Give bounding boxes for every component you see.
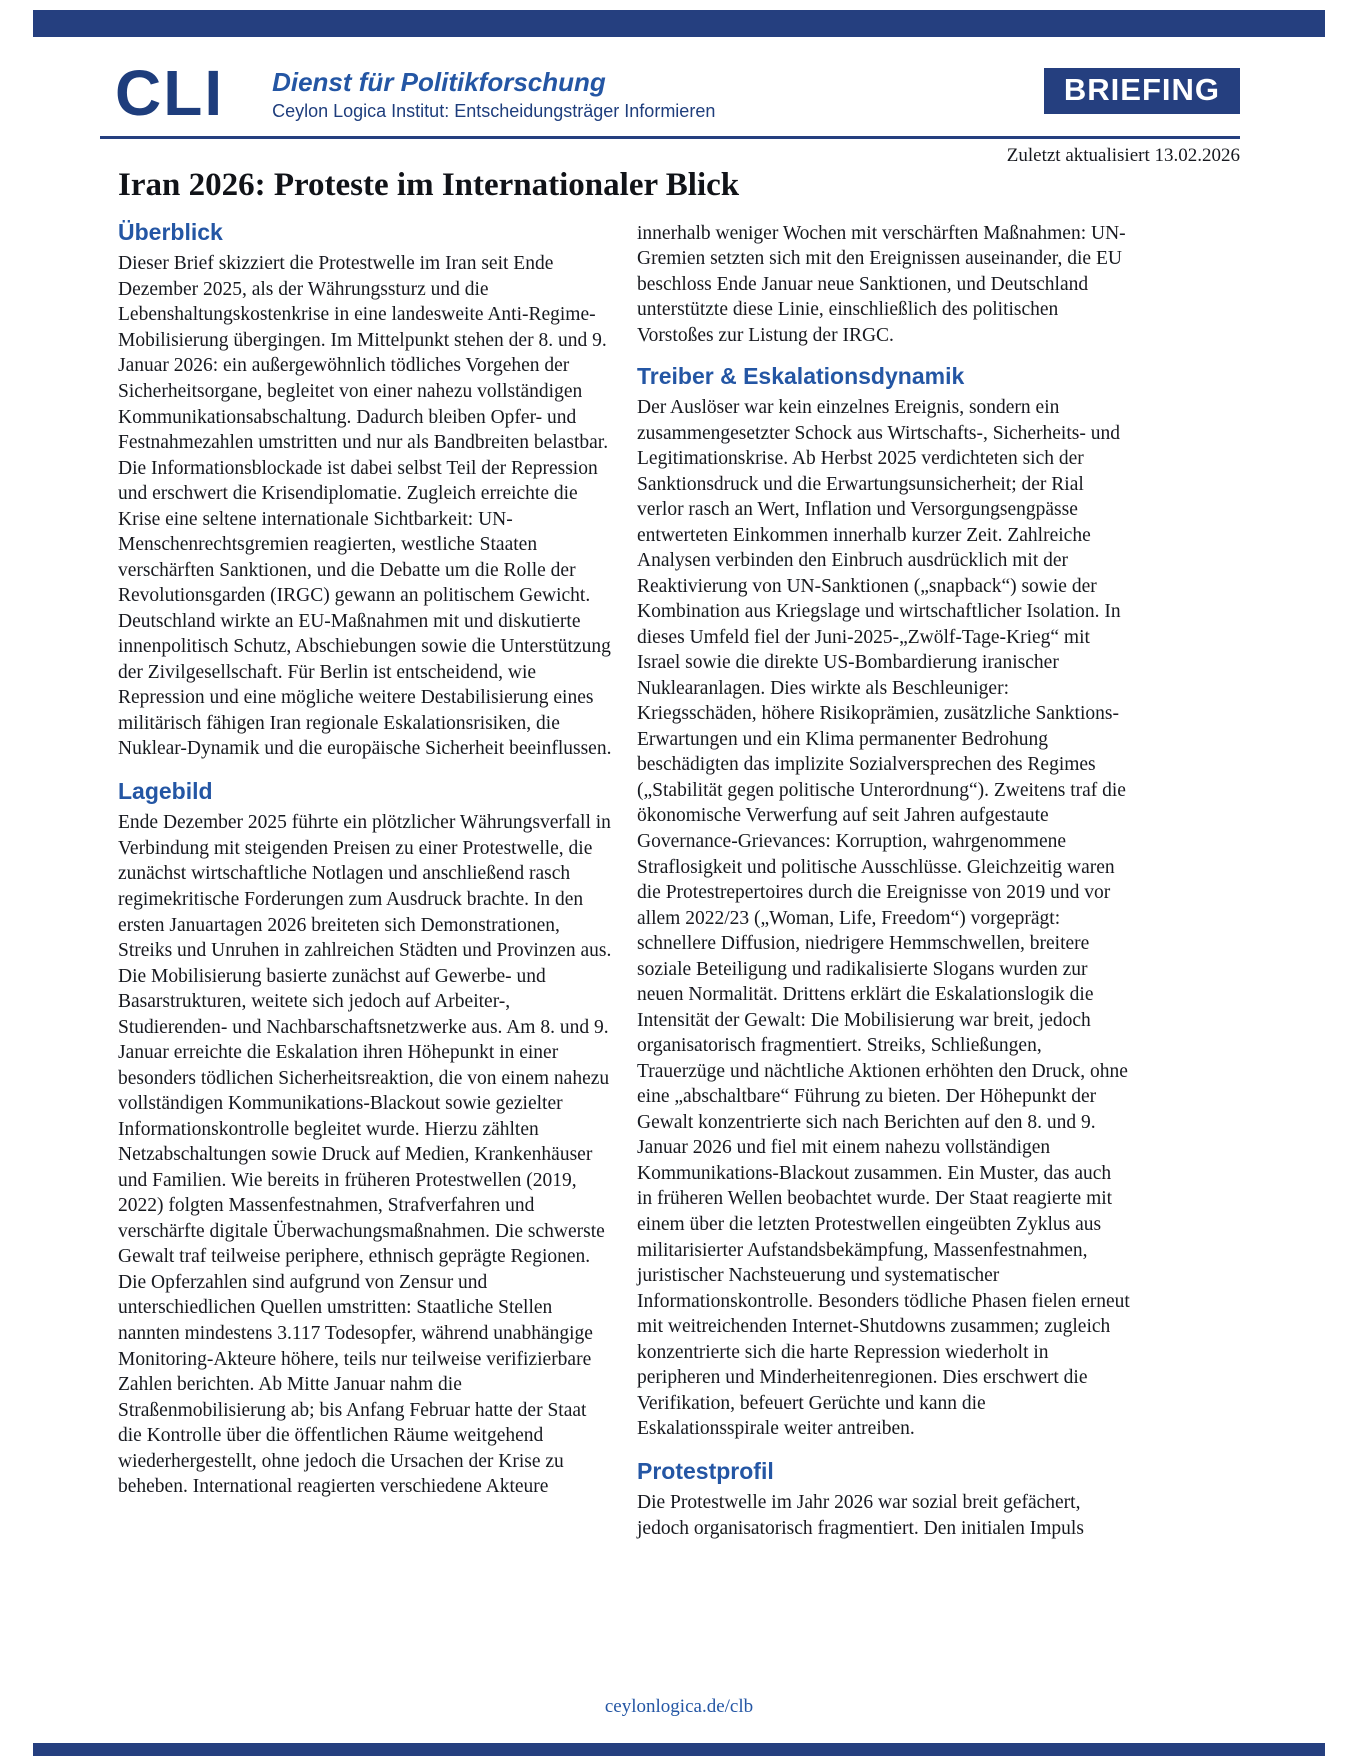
last-updated-label: Zuletzt aktualisiert 13.02.2026 [1006,144,1240,166]
bottom-accent-bar [33,1743,1325,1756]
service-tagline: Dienst für Politikforschung [272,67,606,97]
section-body-lagebild: Ende Dezember 2025 führte ein plötzlicher Währungsverfall in Verbindung mit steigenden Preisen zu einer Protestwelle, die zunächst wirtschaftliche Notlagen und anschließend rasch regimekritische Forderungen zum Ausdruck brachte. In den ersten Januartagen 2026 breiteten sich Demonstrationen, Streiks und Unruhen in zahlreichen Städten und Provinzen aus. Die Mobilisierung basierte zunächst auf Gewerbe- und Basarstrukturen, weitete sich jedoch auf Arbeiter-, Studierenden- und Nachbarschaftsnetzwerke aus. Am 8. und 9. Januar erreichte die Eskalation ihren Höhepunkt in einer besonders tödlichen Sicherheitsreaktion, die von einem nahezu vollständigen Kommunikations-Blackout sowie gezielter Informationskontrolle begleitet wurde. Hierzu zählten Netzabschaltungen sowie Druck auf Medien, Krankenhäuser und Familien. Wie bereits in früheren Protestwellen (2019, 2022) folgten Massenfestnahmen, Strafverfahren und verschärfte digitale Überwachungsmaßnahmen. Die schwerste Gewalt traf teilweise periphere, ethnisch geprägte Regionen. Die Opferzahlen sind aufgrund von Zensur und unterschiedlichen Quellen umstritten: Staatliche Stellen nannten mindestens 3.117 Todesopfer, während unabhängige Monitoring-Akteure höhere, teils nur teilweise verifizierbare Zahlen berichten. Ab Mitte Januar nahm die Straßenmobilisierung ab; bis Anfang Februar hatte der Staat die Kontrolle über die öffentlichen Räume weitgehend wiederhergestellt, ohne jedoch die Ursachen der Krise zu beheben. International reagierten verschiedene Akteure [118,812,612,1498]
org-block [272,66,715,122]
section-body-treiber: Der Auslöser war kein einzelnes Ereignis, sondern ein zusammengesetzter Schock aus Wirtschafts-, Sicherheits- und Legitimationskrise. Ab Herbst 2025 verdichteten sich der Sanktionsdruck und die Erwartungsunsicherheit; der Rial verlor rasch an Wert, Inflation und Versorgungsengpässe entwerteten Einkommen innerhalb kurzer Zeit. Zahlreiche Analysen verbinden den Einbruch ausdrücklich mit der Reaktivierung von UN-Sanktionen („snapback“) sowie der Kombination aus Kriegslage und wirtschaftlicher Isolation. In dieses Umfeld fiel der Juni-2025-„Zwölf-Tage-Krieg“ mit Israel sowie die direkte US-Bombardierung iranischer Nuklearanlagen. Dies wirkte als Beschleuniger: Kriegsschäden, höhere Risikoprämien, zusätzliche Sanktions-Erwartungen und ein Klima permanenter Bedrohung beschädigten das implizite Sozialversprechen des Regimes („Stabilität gegen politische Unterordnung“). Zweitens traf die ökonomische Verwerfung auf seit Jahren aufgestaute Governance-Grievances: Korruption, wahrgenommene Straflosigkeit und politische Ausschlüsse. Gleichzeitig waren die Protestrepertoires durch die Ereignisse von 2019 und vor allem 2022/23 („Woman, Life, Freedom“) vorgeprägt: schnellere Diffusion, niedrigere Hemmschwellen, breitere soziale Beteiligung und radikalisierte Slogans wurden zur neuen Normalität. Drittens erklärt die Eskalationslogik die Intensität der Gewalt: Die Mobilisierung war breit, jedoch organisatorisch fragmentiert. Streiks, Schließungen, Trauerzüge und nächtliche Aktionen erhöhten den Druck, ohne eine „abschaltbare“ Führung zu bieten. Der Höhepunkt der Gewalt konzentrierte sich nach Berichten auf den 8. und 9. Januar 2026 und fiel mit einem nahezu vollständigen Kommunikations-Blackout zusammen. Ein Muster, das auch in früheren Wellen beobachtet wurde. Der Staat reagierte mit einem über die letzten Protestwellen eingeübten Zyklus aus militarisierter Aufstandsbekämpfung, Massenfestnahmen, juristischer Nachsteuerung und systematischer Informationskontrolle. Besonders tödliche Phasen fielen erneut mit weitreichenden Internet-Shutdowns zusammen; zugleich konzentrierte sich die harte Repression wiederholt in peripheren und Minderheitenregionen. Dies erschwert die Verifikation, befeuert Gerüchte und kann die Eskalationsspirale weiter antreiben. [637,396,1130,1440]
top-accent-bar [33,10,1325,37]
briefing-badge: BRIEFING [1044,68,1240,114]
lagebild-continuation-text: innerhalb weniger Wochen mit verschärften Maßnahmen: UN-Gremien setzten sich mit den Ereignissen auseinander, die EU beschloss Ende Januar neue Sanktionen, und Deutschland unterstützte diese Linie, einschließlich des politischen Vorstoßes zur Listung der IRGC. [637,222,1126,347]
section-body-protestprofil: Die Protestwelle im Jahr 2026 war sozial breit gefächert, jedoch organisatorisch fragmentiert. Den initialen Impuls [637,1492,1084,1539]
right-column [637,219,1131,1541]
cli-logo: CLI [115,57,225,129]
section-heading-treiber: Treiber & Eskalationsdynamik [637,362,965,389]
org-subtitle: Ceylon Logica Institut: Entscheidungsträger Informieren [272,100,716,121]
masthead [115,57,1240,129]
section-body-ueberblick: Dieser Brief skizziert die Protestwelle im Iran seit Ende Dezember 2025, als der Währungssturz und die Lebenshaltungskostenkrise in eine landesweite Anti-Regime-Mobilisierung übergingen. Im Mittelpunkt stehen der 8. und 9. Januar 2026: ein außergewöhnlich tödliches Vorgehen der Sicherheitsorgane, begleitet von einer nahezu vollständigen Kommunikationsabschaltung. Dadurch bleiben Opfer- und Festnahmezahlen umstritten und nur als Bandbreiten belastbar. Die Informationsblockade ist dabei selbst Teil der Repression und erschwert die Krisendiplomatie. Zugleich erreichte die Krise eine seltene internationale Sichtbarkeit: UN-Menschenrechtsgremien reagierten, westliche Staaten verschärften Sanktionen, und die Debatte um die Rolle der Revolutionsgarden (IRGC) gewann an politischem Gewicht. Deutschland wirkte an EU-Maßnahmen mit und diskutierte innenpolitisch Schutz, Abschiebungen sowie die Unterstützung der Zivilgesellschaft. Für Berlin ist entscheidend, wie Repression und eine mögliche weitere Destabilisierung eines militärisch fähigen Iran regionale Eskalationsrisiken, die Nuklear-Dynamik und die europäische Sicherheit beeinflussen. [118,253,612,760]
section-heading-lagebild: Lagebild [118,777,213,804]
header-rule [100,136,1240,139]
two-column-body [118,219,1240,1541]
section-heading-protestprofil: Protestprofil [637,1457,774,1484]
footer-link[interactable]: ceylonlogica.de/clb [604,1696,754,1717]
document-title: Iran 2026: Proteste im Internationaler Blick [118,166,740,203]
left-column [118,219,615,1541]
page-footer [0,1696,1358,1718]
section-heading-ueberblick: Überblick [118,218,223,245]
